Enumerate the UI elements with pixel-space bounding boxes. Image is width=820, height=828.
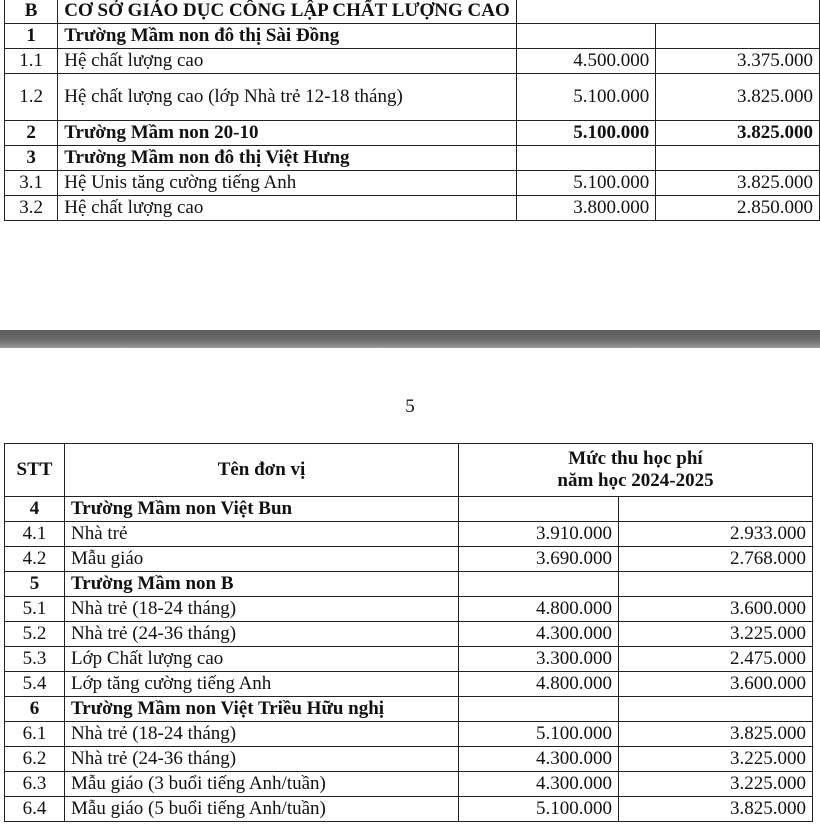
cell-name: Hệ Unis tăng cường tiếng Anh: [58, 171, 516, 196]
cell-fee-a: 4.800.000: [459, 672, 619, 697]
cell-fee-a: 4.800.000: [459, 597, 619, 622]
cell-fee-b: [619, 572, 813, 597]
cell-fee-a: 4.300.000: [459, 622, 619, 647]
cell-fee-b: 3.375.000: [656, 49, 820, 74]
cell-stt: 6: [5, 697, 65, 722]
cell-fee-a: 3.300.000: [459, 647, 619, 672]
cell-fee-a: 5.100.000: [516, 121, 656, 146]
cell-name: Trường Mầm non Việt Triều Hữu nghị: [65, 697, 459, 722]
page-number: 5: [405, 396, 415, 417]
fee-row: [5, 647, 813, 672]
header-fee-line1: Mức thu học phí: [568, 448, 703, 469]
cell-stt: 3.1: [5, 171, 58, 196]
cell-name: Nhà trẻ (24-36 tháng): [65, 747, 459, 772]
fee-row: [5, 672, 813, 697]
cell-name: Trường Mầm non đô thị Sài Đồng: [58, 24, 516, 49]
cell-stt: 2: [5, 121, 58, 146]
cell-stt: 4.1: [5, 522, 65, 547]
cell-fee-b: [656, 24, 820, 49]
section-row: [5, 0, 820, 24]
cell-name: Trường Mầm non 20-10: [58, 121, 516, 146]
cell-stt: 3.2: [5, 196, 58, 221]
cell-name: Trường Mầm non đô thị Việt Hưng: [58, 146, 516, 171]
cell-name: Trường Mầm non Việt Bun: [65, 497, 459, 522]
cell-fee-b: 3.225.000: [619, 747, 813, 772]
cell-fee-b: 3.225.000: [619, 772, 813, 797]
cell-fee-a: 5.100.000: [459, 797, 619, 822]
cell-fee-a: 5.100.000: [516, 74, 656, 121]
fee-row: [5, 722, 813, 747]
cell-fee-a: 4.500.000: [516, 49, 656, 74]
cell-stt: 1.1: [5, 49, 58, 74]
cell-stt: 5: [5, 572, 65, 597]
cell-stt: 5.1: [5, 597, 65, 622]
cell-stt: 1: [5, 24, 58, 49]
cell-stt: 6.2: [5, 747, 65, 772]
fee-table-top: [4, 0, 820, 221]
section-title: CƠ SỞ GIÁO DỤC CÔNG LẬP CHẤT LƯỢNG CAO: [58, 0, 516, 24]
cell-name: Nhà trẻ (18-24 tháng): [65, 722, 459, 747]
cell-fee-a: 5.100.000: [459, 722, 619, 747]
cell-name: Nhà trẻ (24-36 tháng): [65, 622, 459, 647]
fee-row: [5, 772, 813, 797]
cell-name: Lớp tăng cường tiếng Anh: [65, 672, 459, 697]
school-row: [5, 497, 813, 522]
school-row: [5, 24, 820, 49]
section-stt: B: [5, 0, 58, 24]
cell-fee-b: [619, 697, 813, 722]
cell-stt: 6.4: [5, 797, 65, 822]
cell-name: Mẫu giáo: [65, 547, 459, 572]
fee-row: [5, 547, 813, 572]
cell-name: Nhà trẻ: [65, 522, 459, 547]
cell-stt: 4: [5, 497, 65, 522]
cell-fee-b: 3.825.000: [656, 171, 820, 196]
cell-fee-b: [656, 146, 820, 171]
school-row: [5, 572, 813, 597]
cell-fee-b: [619, 497, 813, 522]
cell-fee-a: [516, 24, 656, 49]
school-row: [5, 697, 813, 722]
page-divider: [0, 330, 820, 348]
cell-name: Hệ chất lượng cao: [58, 196, 516, 221]
fee-row: [5, 49, 820, 74]
cell-fee-b: 3.825.000: [656, 121, 820, 146]
cell-fee-b: 2.933.000: [619, 522, 813, 547]
header-fee-line2: năm học 2024-2025: [557, 470, 714, 491]
cell-fee-a: 3.690.000: [459, 547, 619, 572]
header-fee: [459, 444, 813, 497]
cell-fee-a: 3.800.000: [516, 196, 656, 221]
fee-row: [5, 797, 813, 822]
cell-stt: 1.2: [5, 74, 58, 121]
cell-fee-b: 2.475.000: [619, 647, 813, 672]
header-name: Tên đơn vị: [65, 444, 459, 497]
cell-fee-b: 2.850.000: [656, 196, 820, 221]
cell-name: Trường Mầm non B: [65, 572, 459, 597]
cell-fee-b: 3.600.000: [619, 672, 813, 697]
cell-stt: 3: [5, 146, 58, 171]
fee-row: [5, 522, 813, 547]
cell-name: Nhà trẻ (18-24 tháng): [65, 597, 459, 622]
cell-stt: 5.4: [5, 672, 65, 697]
fee-row: [5, 747, 813, 772]
fee-row: [5, 622, 813, 647]
cell-fee-b: 3.825.000: [619, 797, 813, 822]
cell-fee-a: [459, 572, 619, 597]
fee-row: [5, 171, 820, 196]
fee-table-bottom: [4, 443, 813, 822]
cell-fee-a: [516, 146, 656, 171]
header-stt: STT: [5, 444, 65, 497]
cell-fee-a: 3.910.000: [459, 522, 619, 547]
cell-name: Lớp Chất lượng cao: [65, 647, 459, 672]
cell-name: Mẫu giáo (5 buổi tiếng Anh/tuần): [65, 797, 459, 822]
cell-name: Hệ chất lượng cao: [58, 49, 516, 74]
school-row: [5, 146, 820, 171]
cell-stt: 6.1: [5, 722, 65, 747]
cell-stt: 5.3: [5, 647, 65, 672]
cell-fee-b: 3.825.000: [656, 74, 820, 121]
cell-fee-a: 5.100.000: [516, 171, 656, 196]
cell-stt: 6.3: [5, 772, 65, 797]
cell-fee-a: [459, 497, 619, 522]
cell-stt: 5.2: [5, 622, 65, 647]
cell-stt: 4.2: [5, 547, 65, 572]
fee-row: [5, 196, 820, 221]
cell-name: Hệ chất lượng cao (lớp Nhà trẻ 12-18 tháng): [58, 74, 516, 121]
cell-fee-a: [459, 697, 619, 722]
cell-fee-b: 2.768.000: [619, 547, 813, 572]
section-empty-cell: [516, 0, 819, 24]
cell-name: Mẫu giáo (3 buổi tiếng Anh/tuần): [65, 772, 459, 797]
cell-fee-b: 3.225.000: [619, 622, 813, 647]
fee-row: [5, 74, 820, 121]
cell-fee-a: 4.300.000: [459, 772, 619, 797]
cell-fee-a: 4.300.000: [459, 747, 619, 772]
cell-fee-b: 3.600.000: [619, 597, 813, 622]
school-row: [5, 121, 820, 146]
cell-fee-b: 3.825.000: [619, 722, 813, 747]
fee-row: [5, 597, 813, 622]
header-row: [5, 444, 813, 497]
